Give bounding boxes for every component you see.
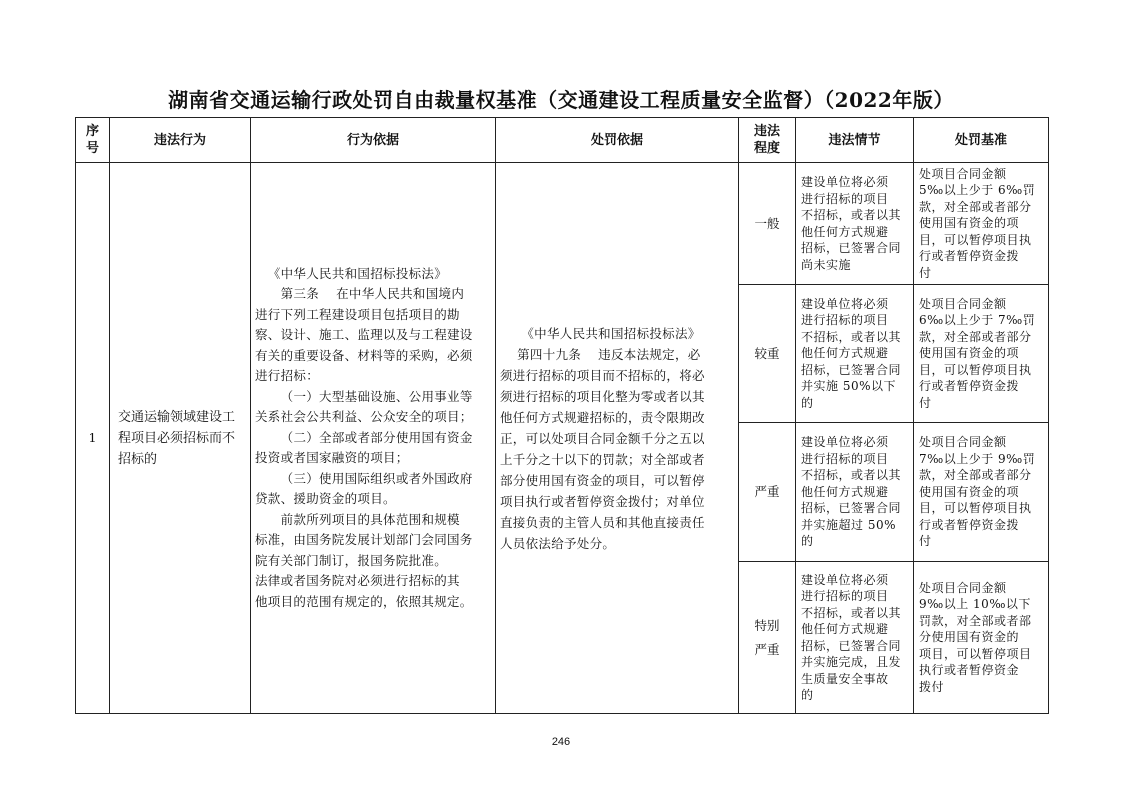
standard-serious: 处项目合同金额 6‰以上少于 7‰罚 款，对全部或者部分 使用国有资金的项 目，可以暂停项目执 行或者暂停资金拨 付 <box>914 285 1049 423</box>
penalty-standard-table <box>75 117 1049 714</box>
circumstance-extremely-severe: 建设单位将必须 进行招标的项目 不招标，或者以其 他任何方式规避 招标，已签署合同 并实施完成，且发 生质量安全事故 的 <box>796 562 914 714</box>
standard-extremely-severe: 处项目合同金额 9‰以上 10‰以下 罚款，对全部或者部 分使用国有资金的 项目，可以暂停项目 执行或者暂停资金 拨付 <box>914 562 1049 714</box>
header-penalty-basis: 处罚依据 <box>496 118 739 163</box>
penalty-basis-cell: 《中华人民共和国招标投标法》 第四十九条 违反本法规定，必 须进行招标的项目而不招标的，将必 须进行招标的项目化整为零或者以其 他任何方式规避招标的，责令限期改 正，可以处项目合同金额千分之五以 上千分之十以下的罚款；对全部或者 部分使用国有资金的项目，可以暂停 项目执行或者暂停资金拨付；对单位 直接负责的主管人员和其他直接责任 人员依法给予处分。 <box>496 163 739 714</box>
header-basis: 行为依据 <box>251 118 496 163</box>
degree-serious: 较重 <box>739 285 796 423</box>
table-row <box>76 163 1049 285</box>
header-degree: 违法 程度 <box>739 118 796 163</box>
standard-severe: 处项目合同金额 7‰以上少于 9‰罚 款，对全部或者部分 使用国有资金的项 目，可以暂停项目执 行或者暂停资金拨 付 <box>914 423 1049 562</box>
page-number: 246 <box>551 736 571 748</box>
table-header-row <box>76 118 1049 163</box>
degree-severe: 严重 <box>739 423 796 562</box>
header-standard: 处罚基准 <box>914 118 1049 163</box>
row-seq: 1 <box>76 163 110 714</box>
degree-extremely-severe: 特别 严重 <box>739 562 796 714</box>
violation-cell: 交通运输领域建设工 程项目必须招标而不 招标的 <box>110 163 251 714</box>
header-circumstance: 违法情节 <box>796 118 914 163</box>
circumstance-severe: 建设单位将必须 进行招标的项目 不招标，或者以其 他任何方式规避 招标，已签署合同 并实施超过 50% 的 <box>796 423 914 562</box>
degree-general: 一般 <box>739 163 796 285</box>
circumstance-general: 建设单位将必须 进行招标的项目 不招标，或者以其 他任何方式规避 招标，已签署合同 尚未实施 <box>796 163 914 285</box>
header-violation: 违法行为 <box>110 118 251 163</box>
basis-cell: 《中华人民共和国招标投标法》 第三条 在中华人民共和国境内 进行下列工程建设项目包括项目的勘 察、设计、施工、监理以及与工程建设 有关的重要设备、材料等的采购，必须 进行招标： （一）大型基础设施、公用事业等 关系社会公共利益、公众安全的项目； （二）全部或者部分使用国有资金 投资或者国家融资的项目； （三）使用国际组织或者外国政府 贷款、援助资金的项目。 前款所列项目的具体范围和规模 标准，由国务院发展计划部门会同国务 院有关部门制订，报国务院批准。 法律或者国务院对必须进行招标的其 他项目的范围有规定的，依照其规定。 <box>251 163 496 714</box>
circumstance-serious: 建设单位将必须 进行招标的项目 不招标，或者以其 他任何方式规避 招标，已签署合同 并实施 50%以下 的 <box>796 285 914 423</box>
page-title: 湖南省交通运输行政处罚自由裁量权基准（交通建设工程质量安全监督）（2022年版） <box>168 88 954 112</box>
header-seq: 序 号 <box>76 118 110 163</box>
standard-general: 处项目合同金额 5‰以上少于 6‰罚 款，对全部或者部分 使用国有资金的项 目，可以暂停项目执 行或者暂停资金拨 付 <box>914 163 1049 285</box>
